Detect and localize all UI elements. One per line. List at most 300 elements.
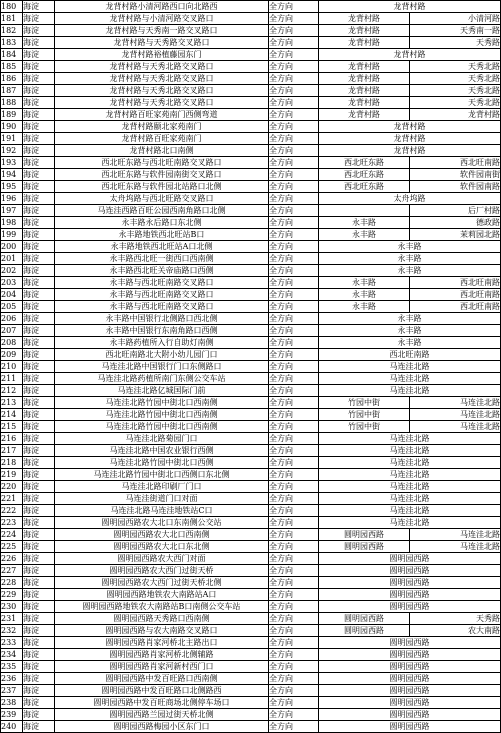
cell-district[interactable]: 海淀	[23, 445, 55, 457]
cell-number[interactable]: 221	[1, 493, 23, 505]
cell-number[interactable]: 240	[1, 721, 23, 733]
cell-direction[interactable]: 全方向	[269, 73, 319, 85]
cell-road-primary[interactable]: 圆明园西路	[319, 529, 410, 541]
cell-road-secondary[interactable]: 马连洼北路	[410, 421, 501, 433]
cell-direction[interactable]: 全方向	[269, 385, 319, 397]
cell-district[interactable]: 海淀	[23, 409, 55, 421]
cell-location[interactable]: 永丰路药植所入行自助灯南侧	[55, 337, 269, 349]
cell-road[interactable]: 永丰路	[319, 265, 501, 277]
cell-number[interactable]: 190	[1, 121, 23, 133]
cell-direction[interactable]: 全方向	[269, 229, 319, 241]
cell-road-secondary[interactable]: 西北旺南路	[410, 301, 501, 313]
cell-number[interactable]: 223	[1, 517, 23, 529]
cell-number[interactable]: 207	[1, 325, 23, 337]
cell-road[interactable]: 马连洼北路	[319, 505, 501, 517]
cell-number[interactable]: 187	[1, 85, 23, 97]
cell-district[interactable]: 海淀	[23, 181, 55, 193]
cell-location[interactable]: 圆明园西路中发百旺商场北侧停车场口	[55, 697, 269, 709]
cell-location[interactable]: 永丰路与西北旺南路交叉路口	[55, 277, 269, 289]
cell-district[interactable]: 海淀	[23, 301, 55, 313]
cell-location[interactable]: 西北旺东路与西北旺南路交叉路口	[55, 157, 269, 169]
cell-road-primary[interactable]: 龙背村路	[319, 73, 410, 85]
cell-district[interactable]: 海淀	[23, 601, 55, 613]
cell-district[interactable]: 海淀	[23, 649, 55, 661]
cell-location[interactable]: 圆明园西路肖家河桥北侧辅路	[55, 649, 269, 661]
cell-road[interactable]: 圆明园西路	[319, 685, 501, 697]
cell-location[interactable]: 圆明园西路农大北口东南侧公交站	[55, 517, 269, 529]
cell-road[interactable]: 马连洼北路	[319, 457, 501, 469]
cell-number[interactable]: 215	[1, 421, 23, 433]
cell-road[interactable]: 马连洼北路	[319, 445, 501, 457]
cell-road[interactable]: 龙背村路	[319, 133, 501, 145]
cell-direction[interactable]: 全方向	[269, 181, 319, 193]
cell-road-primary[interactable]: 永丰路	[319, 289, 410, 301]
cell-location[interactable]: 马连洼北路竹园中街北口西南侧	[55, 421, 269, 433]
cell-road[interactable]: 龙背村路	[319, 145, 501, 157]
cell-road-primary[interactable]: 龙背村路	[319, 37, 410, 49]
cell-location[interactable]: 马连洼北路中国农业银行西侧	[55, 445, 269, 457]
cell-number[interactable]: 217	[1, 445, 23, 457]
cell-location[interactable]: 马连洼北路马连洼地铁站C口	[55, 505, 269, 517]
cell-direction[interactable]: 全方向	[269, 625, 319, 637]
cell-number[interactable]: 183	[1, 37, 23, 49]
cell-number[interactable]: 220	[1, 481, 23, 493]
cell-location[interactable]: 马连洼北路竹园中街北口西南侧	[55, 397, 269, 409]
cell-district[interactable]: 海淀	[23, 85, 55, 97]
cell-number[interactable]: 232	[1, 625, 23, 637]
cell-number[interactable]: 219	[1, 469, 23, 481]
cell-location[interactable]: 龙背村路裕植藤园东门	[55, 49, 269, 61]
cell-road[interactable]: 永丰路	[319, 337, 501, 349]
cell-road-secondary[interactable]: 天秀北路	[410, 97, 501, 109]
cell-location[interactable]: 龙背村路颐北家苑南门	[55, 121, 269, 133]
cell-location[interactable]: 龙背村路与天秀北路交叉路口	[55, 85, 269, 97]
cell-road-secondary[interactable]: 马连洼北路	[410, 409, 501, 421]
cell-road[interactable]: 马连洼北路	[319, 493, 501, 505]
cell-location[interactable]: 马连洼街道门口对面	[55, 493, 269, 505]
cell-number[interactable]: 194	[1, 169, 23, 181]
cell-number[interactable]: 239	[1, 709, 23, 721]
cell-number[interactable]: 231	[1, 613, 23, 625]
cell-district[interactable]: 海淀	[23, 61, 55, 73]
cell-location[interactable]: 龙背村路与天秀北路交叉路口	[55, 73, 269, 85]
cell-road[interactable]: 马连洼北路	[319, 517, 501, 529]
cell-location[interactable]: 龙背村路与天秀路交叉路口	[55, 37, 269, 49]
cell-road-secondary[interactable]: 后厂村路	[410, 205, 501, 217]
cell-number[interactable]: 182	[1, 25, 23, 37]
cell-road-secondary[interactable]: 农大南路	[410, 625, 501, 637]
cell-road-primary[interactable]: 圆明园西路	[319, 625, 410, 637]
cell-number[interactable]: 229	[1, 589, 23, 601]
cell-road-secondary[interactable]: 西北旺南路	[410, 289, 501, 301]
cell-number[interactable]: 218	[1, 457, 23, 469]
cell-location[interactable]: 圆明园西路地铁农大南路站B口南侧公交车站	[55, 601, 269, 613]
cell-location[interactable]: 马连洼北路竹园中街北口西侧口东北侧	[55, 469, 269, 481]
cell-direction[interactable]: 全方向	[269, 481, 319, 493]
cell-road-secondary[interactable]: 天秀北路	[410, 85, 501, 97]
cell-location[interactable]: 永丰路与西北旺南路交叉路口	[55, 301, 269, 313]
cell-direction[interactable]: 全方向	[269, 505, 319, 517]
cell-road-secondary[interactable]: 天秀北路	[410, 73, 501, 85]
cell-location[interactable]: 马连洼北路菊园门口	[55, 433, 269, 445]
cell-location[interactable]: 马连洼北路印刷厂门口	[55, 481, 269, 493]
cell-road-primary[interactable]: 圆明园西路	[319, 613, 410, 625]
cell-district[interactable]: 海淀	[23, 217, 55, 229]
cell-direction[interactable]: 全方向	[269, 409, 319, 421]
cell-location[interactable]: 圆明园西路农大北口西南侧	[55, 529, 269, 541]
cell-direction[interactable]: 全方向	[269, 589, 319, 601]
cell-district[interactable]: 海淀	[23, 349, 55, 361]
cell-number[interactable]: 216	[1, 433, 23, 445]
cell-direction[interactable]: 全方向	[269, 157, 319, 169]
cell-number[interactable]: 212	[1, 385, 23, 397]
cell-road-secondary[interactable]: 小清河路	[410, 13, 501, 25]
cell-direction[interactable]: 全方向	[269, 109, 319, 121]
cell-road[interactable]: 圆明园西路	[319, 553, 501, 565]
cell-location[interactable]: 圆明园西路肖家河桥北主路出口	[55, 637, 269, 649]
cell-district[interactable]: 海淀	[23, 481, 55, 493]
cell-number[interactable]: 222	[1, 505, 23, 517]
cell-number[interactable]: 208	[1, 337, 23, 349]
cell-road-primary[interactable]: 竹园中街	[319, 409, 410, 421]
cell-road-secondary[interactable]: 德政路	[410, 217, 501, 229]
cell-number[interactable]: 228	[1, 577, 23, 589]
cell-location[interactable]: 圆明园西路农大西门过街天桥北侧	[55, 577, 269, 589]
cell-direction[interactable]: 全方向	[269, 37, 319, 49]
cell-location[interactable]: 永丰路地铁西北旺站A口北侧	[55, 241, 269, 253]
cell-location[interactable]: 圆明园西路肖家河新村西门口	[55, 661, 269, 673]
cell-number[interactable]: 206	[1, 313, 23, 325]
cell-location[interactable]: 马连洼北路药植所南门东侧公交车站	[55, 373, 269, 385]
cell-direction[interactable]: 全方向	[269, 661, 319, 673]
cell-district[interactable]: 海淀	[23, 589, 55, 601]
cell-direction[interactable]: 全方向	[269, 349, 319, 361]
cell-direction[interactable]: 全方向	[269, 433, 319, 445]
cell-direction[interactable]: 全方向	[269, 637, 319, 649]
cell-district[interactable]: 海淀	[23, 13, 55, 25]
cell-road-primary[interactable]: 龙背村路	[319, 109, 410, 121]
cell-direction[interactable]: 全方向	[269, 397, 319, 409]
cell-number[interactable]: 204	[1, 289, 23, 301]
cell-location[interactable]: 圆明园西路农大西门过街天桥	[55, 565, 269, 577]
cell-direction[interactable]: 全方向	[269, 49, 319, 61]
cell-district[interactable]: 海淀	[23, 361, 55, 373]
cell-road[interactable]: 圆明园西路	[319, 649, 501, 661]
cell-district[interactable]: 海淀	[23, 577, 55, 589]
cell-number[interactable]: 192	[1, 145, 23, 157]
cell-district[interactable]: 海淀	[23, 613, 55, 625]
cell-road[interactable]: 圆明园西路	[319, 709, 501, 721]
cell-district[interactable]: 海淀	[23, 289, 55, 301]
cell-district[interactable]: 海淀	[23, 265, 55, 277]
cell-number[interactable]: 189	[1, 109, 23, 121]
cell-road-primary[interactable]: 竹园中街	[319, 397, 410, 409]
cell-location[interactable]: 龙背村路百旺家苑南门	[55, 133, 269, 145]
cell-district[interactable]: 海淀	[23, 493, 55, 505]
cell-road[interactable]: 马连洼北路	[319, 481, 501, 493]
cell-number[interactable]: 203	[1, 277, 23, 289]
cell-location[interactable]: 永丰路西北旺一街西口西南侧	[55, 253, 269, 265]
cell-road-secondary[interactable]: 马连洼北路	[410, 397, 501, 409]
cell-road-primary[interactable]	[319, 205, 410, 217]
cell-district[interactable]: 海淀	[23, 325, 55, 337]
cell-road[interactable]: 圆明园西路	[319, 565, 501, 577]
cell-district[interactable]: 海淀	[23, 133, 55, 145]
cell-direction[interactable]: 全方向	[269, 445, 319, 457]
cell-road-primary[interactable]: 龙背村路	[319, 97, 410, 109]
cell-district[interactable]: 海淀	[23, 565, 55, 577]
cell-road-primary[interactable]: 西北旺东路	[319, 157, 410, 169]
cell-district[interactable]: 海淀	[23, 229, 55, 241]
cell-number[interactable]: 181	[1, 13, 23, 25]
cell-location[interactable]: 永丰路地铁西北旺站B口	[55, 229, 269, 241]
cell-number[interactable]: 199	[1, 229, 23, 241]
cell-location[interactable]: 龙背村路与天秀北路交叉路口	[55, 97, 269, 109]
cell-location[interactable]: 永丰路西北旺关帝庙路口西侧	[55, 265, 269, 277]
cell-road-secondary[interactable]: 茉莉园北路	[410, 229, 501, 241]
cell-road[interactable]: 圆明园西路	[319, 601, 501, 613]
cell-number[interactable]: 184	[1, 49, 23, 61]
cell-district[interactable]: 海淀	[23, 253, 55, 265]
cell-location[interactable]: 圆明园西路中发百旺路口西南侧	[55, 673, 269, 685]
cell-road[interactable]: 圆明园西路	[319, 721, 501, 733]
cell-location[interactable]: 西北旺南路北大附小幼儿园门口	[55, 349, 269, 361]
cell-direction[interactable]: 全方向	[269, 565, 319, 577]
cell-direction[interactable]: 全方向	[269, 457, 319, 469]
cell-district[interactable]: 海淀	[23, 145, 55, 157]
cell-location[interactable]: 龙背村路北口南侧	[55, 145, 269, 157]
cell-direction[interactable]: 全方向	[269, 649, 319, 661]
cell-road-secondary[interactable]: 天秀路	[410, 613, 501, 625]
cell-location[interactable]: 永丰路永后路口东北侧	[55, 217, 269, 229]
cell-number[interactable]: 198	[1, 217, 23, 229]
cell-direction[interactable]: 全方向	[269, 133, 319, 145]
cell-road-primary[interactable]: 永丰路	[319, 277, 410, 289]
cell-district[interactable]: 海淀	[23, 661, 55, 673]
cell-location[interactable]: 太舟坞路与西北旺路交叉路口	[55, 193, 269, 205]
cell-number[interactable]: 230	[1, 601, 23, 613]
cell-district[interactable]: 海淀	[23, 541, 55, 553]
cell-direction[interactable]: 全方向	[269, 205, 319, 217]
cell-number[interactable]: 195	[1, 181, 23, 193]
cell-district[interactable]: 海淀	[23, 241, 55, 253]
cell-number[interactable]: 227	[1, 565, 23, 577]
cell-direction[interactable]: 全方向	[269, 61, 319, 73]
cell-direction[interactable]: 全方向	[269, 529, 319, 541]
cell-location[interactable]: 圆明园西路农大西门对面	[55, 553, 269, 565]
cell-number[interactable]: 226	[1, 553, 23, 565]
cell-location[interactable]: 马连洼北路竹园中街北口西侧	[55, 457, 269, 469]
cell-district[interactable]: 海淀	[23, 205, 55, 217]
cell-road[interactable]: 圆明园西路	[319, 589, 501, 601]
cell-number[interactable]: 209	[1, 349, 23, 361]
cell-road-primary[interactable]: 龙背村路	[319, 13, 410, 25]
cell-direction[interactable]: 全方向	[269, 325, 319, 337]
cell-location[interactable]: 圆明园西路兰园过街天桥北侧	[55, 709, 269, 721]
cell-road-secondary[interactable]: 天秀路	[410, 37, 501, 49]
cell-direction[interactable]: 全方向	[269, 145, 319, 157]
cell-direction[interactable]: 全方向	[269, 217, 319, 229]
cell-road[interactable]: 圆明园西路	[319, 637, 501, 649]
cell-district[interactable]: 海淀	[23, 625, 55, 637]
cell-location[interactable]: 龙背村路与天秀南一路交叉路口	[55, 25, 269, 37]
cell-number[interactable]: 224	[1, 529, 23, 541]
cell-direction[interactable]: 全方向	[269, 13, 319, 25]
cell-direction[interactable]: 全方向	[269, 421, 319, 433]
cell-district[interactable]: 海淀	[23, 685, 55, 697]
cell-road-secondary[interactable]: 西北旺南路	[410, 277, 501, 289]
cell-location[interactable]: 龙背村路与小清河路交叉路口	[55, 13, 269, 25]
cell-road[interactable]: 永丰路	[319, 313, 501, 325]
cell-number[interactable]: 188	[1, 97, 23, 109]
cell-district[interactable]: 海淀	[23, 1, 55, 13]
cell-district[interactable]: 海淀	[23, 505, 55, 517]
cell-number[interactable]: 235	[1, 661, 23, 673]
cell-road[interactable]: 马连洼北路	[319, 361, 501, 373]
cell-district[interactable]: 海淀	[23, 697, 55, 709]
cell-road-secondary[interactable]: 马连洼北路	[410, 529, 501, 541]
cell-road-primary[interactable]: 永丰路	[319, 217, 410, 229]
cell-road-primary[interactable]: 西北旺东路	[319, 169, 410, 181]
cell-district[interactable]: 海淀	[23, 529, 55, 541]
cell-number[interactable]: 237	[1, 685, 23, 697]
cell-road[interactable]: 太舟坞路	[319, 193, 501, 205]
cell-location[interactable]: 圆明园西路地铁农大南路站A口	[55, 589, 269, 601]
cell-location[interactable]: 西北旺东路与软件园南街交叉路口	[55, 169, 269, 181]
cell-district[interactable]: 海淀	[23, 49, 55, 61]
cell-number[interactable]: 213	[1, 397, 23, 409]
cell-road-secondary[interactable]: 软件园南街	[410, 169, 501, 181]
cell-district[interactable]: 海淀	[23, 25, 55, 37]
cell-road[interactable]: 龙背村路	[319, 121, 501, 133]
cell-direction[interactable]: 全方向	[269, 1, 319, 13]
cell-location[interactable]: 马连洼北路中国银行门口东侧路口	[55, 361, 269, 373]
cell-road-primary[interactable]: 永丰路	[319, 229, 410, 241]
cell-direction[interactable]: 全方向	[269, 277, 319, 289]
cell-district[interactable]: 海淀	[23, 277, 55, 289]
cell-direction[interactable]: 全方向	[269, 601, 319, 613]
cell-road[interactable]: 马连洼北路	[319, 433, 501, 445]
cell-district[interactable]: 海淀	[23, 721, 55, 733]
cell-road[interactable]: 马连洼北路	[319, 469, 501, 481]
cell-district[interactable]: 海淀	[23, 637, 55, 649]
cell-location[interactable]: 圆明园西路与农大南路交叉路口	[55, 625, 269, 637]
cell-number[interactable]: 193	[1, 157, 23, 169]
cell-road-primary[interactable]: 竹园中街	[319, 421, 410, 433]
cell-district[interactable]: 海淀	[23, 73, 55, 85]
cell-location[interactable]: 龙背村路小清河路西口向北路西	[55, 1, 269, 13]
cell-road-primary[interactable]: 龙背村路	[319, 85, 410, 97]
cell-direction[interactable]: 全方向	[269, 685, 319, 697]
cell-road-secondary[interactable]: 西北旺南路	[410, 157, 501, 169]
cell-district[interactable]: 海淀	[23, 337, 55, 349]
cell-district[interactable]: 海淀	[23, 469, 55, 481]
cell-direction[interactable]: 全方向	[269, 709, 319, 721]
cell-road[interactable]: 圆明园西路	[319, 577, 501, 589]
cell-direction[interactable]: 全方向	[269, 673, 319, 685]
cell-road[interactable]: 马连洼北路	[319, 373, 501, 385]
cell-direction[interactable]: 全方向	[269, 265, 319, 277]
cell-road-primary[interactable]: 永丰路	[319, 301, 410, 313]
cell-direction[interactable]: 全方向	[269, 289, 319, 301]
cell-road[interactable]: 圆明园西路	[319, 697, 501, 709]
cell-direction[interactable]: 全方向	[269, 121, 319, 133]
cell-direction[interactable]: 全方向	[269, 253, 319, 265]
cell-direction[interactable]: 全方向	[269, 613, 319, 625]
cell-road-primary[interactable]: 西北旺东路	[319, 181, 410, 193]
cell-road[interactable]: 圆明园西路	[319, 673, 501, 685]
cell-road-secondary[interactable]: 软件园南路	[410, 181, 501, 193]
cell-direction[interactable]: 全方向	[269, 169, 319, 181]
cell-number[interactable]: 191	[1, 133, 23, 145]
cell-road[interactable]: 永丰路	[319, 325, 501, 337]
cell-road-primary[interactable]: 龙背村路	[319, 25, 410, 37]
cell-number[interactable]: 201	[1, 253, 23, 265]
cell-location[interactable]: 永丰路中国银行北侧路口西北侧	[55, 313, 269, 325]
cell-district[interactable]: 海淀	[23, 121, 55, 133]
cell-location[interactable]: 圆明园西路农大北口东北侧	[55, 541, 269, 553]
cell-number[interactable]: 185	[1, 61, 23, 73]
cell-direction[interactable]: 全方向	[269, 469, 319, 481]
cell-number[interactable]: 197	[1, 205, 23, 217]
cell-direction[interactable]: 全方向	[269, 85, 319, 97]
cell-direction[interactable]: 全方向	[269, 517, 319, 529]
cell-direction[interactable]: 全方向	[269, 97, 319, 109]
cell-direction[interactable]: 全方向	[269, 193, 319, 205]
cell-location[interactable]: 圆明园西路中发百旺路口北侧路西	[55, 685, 269, 697]
cell-location[interactable]: 圆明园西路天秀路口西南侧	[55, 613, 269, 625]
cell-road[interactable]: 永丰路	[319, 253, 501, 265]
cell-number[interactable]: 180	[1, 1, 23, 13]
cell-direction[interactable]: 全方向	[269, 313, 319, 325]
cell-road[interactable]: 西北旺南路	[319, 349, 501, 361]
cell-district[interactable]: 海淀	[23, 193, 55, 205]
cell-district[interactable]: 海淀	[23, 373, 55, 385]
cell-location[interactable]: 圆明园西路梅园小区东门口	[55, 721, 269, 733]
cell-number[interactable]: 214	[1, 409, 23, 421]
cell-direction[interactable]: 全方向	[269, 553, 319, 565]
cell-district[interactable]: 海淀	[23, 421, 55, 433]
cell-district[interactable]: 海淀	[23, 169, 55, 181]
cell-direction[interactable]: 全方向	[269, 241, 319, 253]
cell-direction[interactable]: 全方向	[269, 721, 319, 733]
cell-road[interactable]: 龙背村路	[319, 49, 501, 61]
cell-number[interactable]: 186	[1, 73, 23, 85]
cell-number[interactable]: 202	[1, 265, 23, 277]
cell-district[interactable]: 海淀	[23, 313, 55, 325]
cell-number[interactable]: 233	[1, 637, 23, 649]
cell-road-secondary[interactable]: 天秀南一路	[410, 25, 501, 37]
cell-road-secondary[interactable]: 龙背村路	[410, 109, 501, 121]
cell-road[interactable]: 龙背村路	[319, 1, 501, 13]
cell-direction[interactable]: 全方向	[269, 541, 319, 553]
cell-district[interactable]: 海淀	[23, 37, 55, 49]
cell-location[interactable]: 西北旺东路与软件园北站路口北侧	[55, 181, 269, 193]
cell-district[interactable]: 海淀	[23, 673, 55, 685]
cell-district[interactable]: 海淀	[23, 457, 55, 469]
cell-number[interactable]: 211	[1, 373, 23, 385]
cell-direction[interactable]: 全方向	[269, 301, 319, 313]
cell-road[interactable]: 马连洼北路	[319, 385, 501, 397]
cell-district[interactable]: 海淀	[23, 397, 55, 409]
cell-location[interactable]: 永丰路与西北旺南路交叉路口	[55, 289, 269, 301]
cell-number[interactable]: 225	[1, 541, 23, 553]
cell-district[interactable]: 海淀	[23, 553, 55, 565]
cell-number[interactable]: 205	[1, 301, 23, 313]
cell-location[interactable]: 龙背村路与天秀北路交叉路口	[55, 61, 269, 73]
cell-district[interactable]: 海淀	[23, 97, 55, 109]
cell-number[interactable]: 210	[1, 361, 23, 373]
